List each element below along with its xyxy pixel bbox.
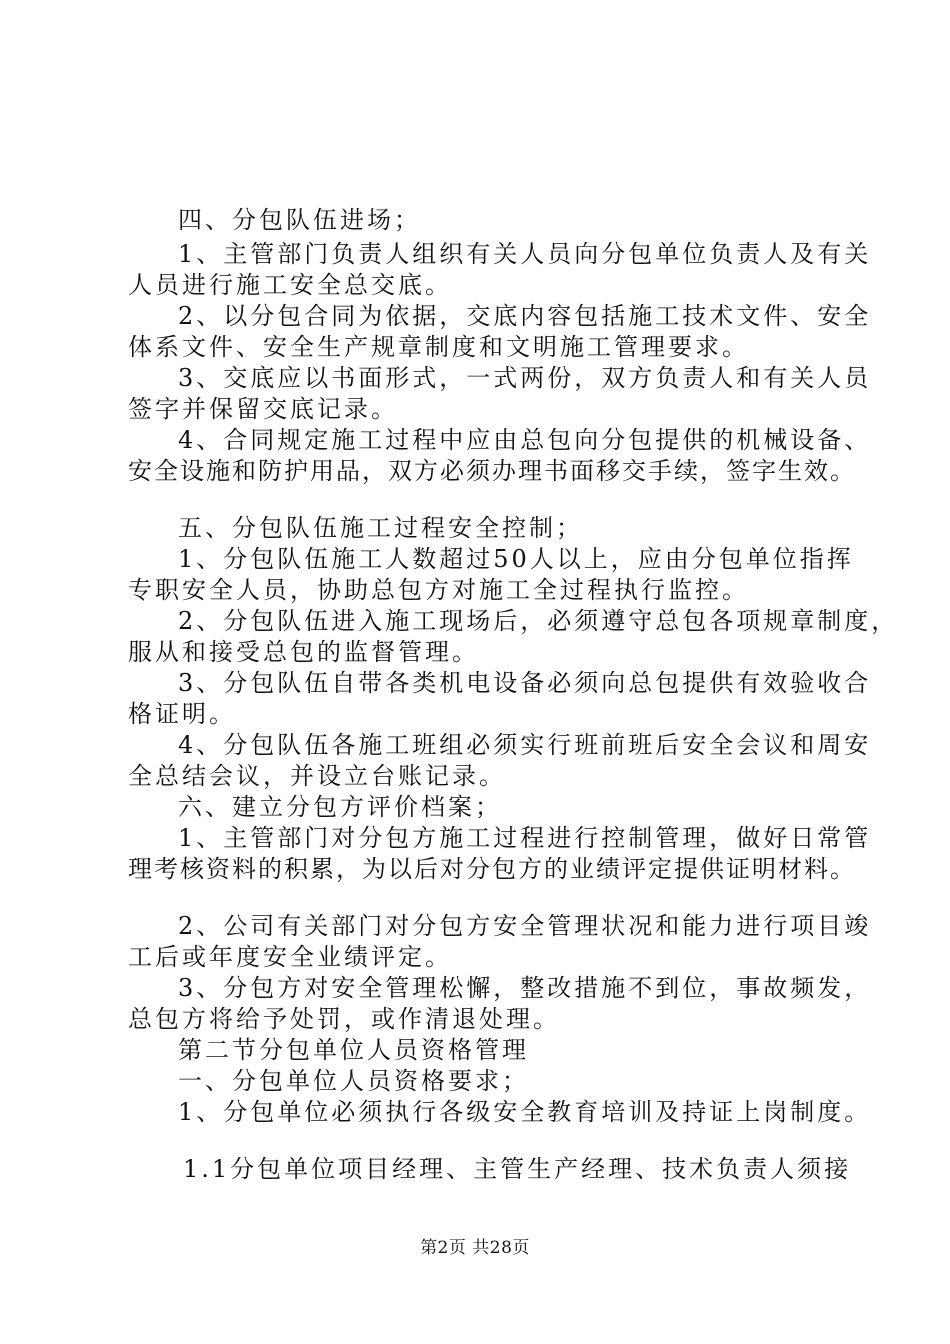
- paragraph-line: 体系文件、安全生产规章制度和文明施工管理要求。: [128, 333, 749, 361]
- paragraph-line: 理考核资料的积累，为以后对分包方的业绩评定提供证明材料。: [128, 855, 856, 883]
- paragraph-line: 专职安全人员，协助总包方对施工全过程执行监控。: [128, 576, 749, 604]
- paragraph-line: 签字并保留交底记录。: [128, 395, 398, 423]
- paragraph-line: 2、分包队伍进入施工现场后，必须遵守总包各项规章制度，: [178, 607, 899, 635]
- paragraph-line: 格证明。: [128, 700, 236, 728]
- paragraph-line: 3、交底应以书面形式，一式两份，双方负责人和有关人员: [178, 364, 872, 392]
- section-heading: 四、分包队伍进场；: [178, 206, 421, 234]
- section-heading: 六、建立分包方评价档案；: [178, 793, 502, 821]
- paragraph-line: 人员进行施工安全总交底。: [128, 271, 452, 299]
- paragraph-line: 1、分包单位必须执行各级安全教育培训及持证上岗制度。: [178, 1098, 872, 1126]
- paragraph-line: 4、合同规定施工过程中应由总包向分包提供的机械设备、: [178, 426, 872, 454]
- paragraph-line: 全总结会议，并设立台账记录。: [128, 762, 506, 790]
- paragraph-line: 1、主管部门负责人组织有关人员向分包单位负责人及有关: [178, 240, 872, 268]
- paragraph-line: 工后或年度安全业绩评定。: [128, 943, 452, 971]
- paragraph-line: 3、分包方对安全管理松懈，整改措施不到位，事故频发，: [178, 974, 872, 1002]
- paragraph-line: 1、主管部门对分包方施工过程进行控制管理，做好日常管: [178, 824, 872, 852]
- paragraph-line: 安全设施和防护用品，双方必须办理书面移交手续，签字生效。: [128, 457, 856, 485]
- page-number-footer: 第2页 共28页: [420, 1238, 530, 1258]
- section-heading: 一、分包单位人员资格要求；: [178, 1067, 529, 1095]
- section-heading: 第二节分包单位人员资格管理: [178, 1036, 529, 1064]
- paragraph-line: 2、以分包合同为依据，交底内容包括施工技术文件、安全: [178, 302, 872, 330]
- paragraph-line: 1.1分包单位项目经理、主管生产经理、技术负责人须接: [183, 1155, 852, 1183]
- paragraph-line: 总包方将给予处罚，或作清退处理。: [128, 1005, 560, 1033]
- paragraph-line: 3、分包队伍自带各类机电设备必须向总包提供有效验收合: [178, 669, 872, 697]
- paragraph-line: 服从和接受总包的监督管理。: [128, 638, 479, 666]
- paragraph-line: 1、分包队伍施工人数超过50人以上，应由分包单位指挥: [178, 545, 854, 573]
- section-heading: 五、分包队伍施工过程安全控制；: [178, 514, 583, 542]
- paragraph-line: 4、分包队伍各施工班组必须实行班前班后安全会议和周安: [178, 731, 872, 759]
- paragraph-line: 2、公司有关部门对分包方安全管理状况和能力进行项目竣: [178, 912, 872, 940]
